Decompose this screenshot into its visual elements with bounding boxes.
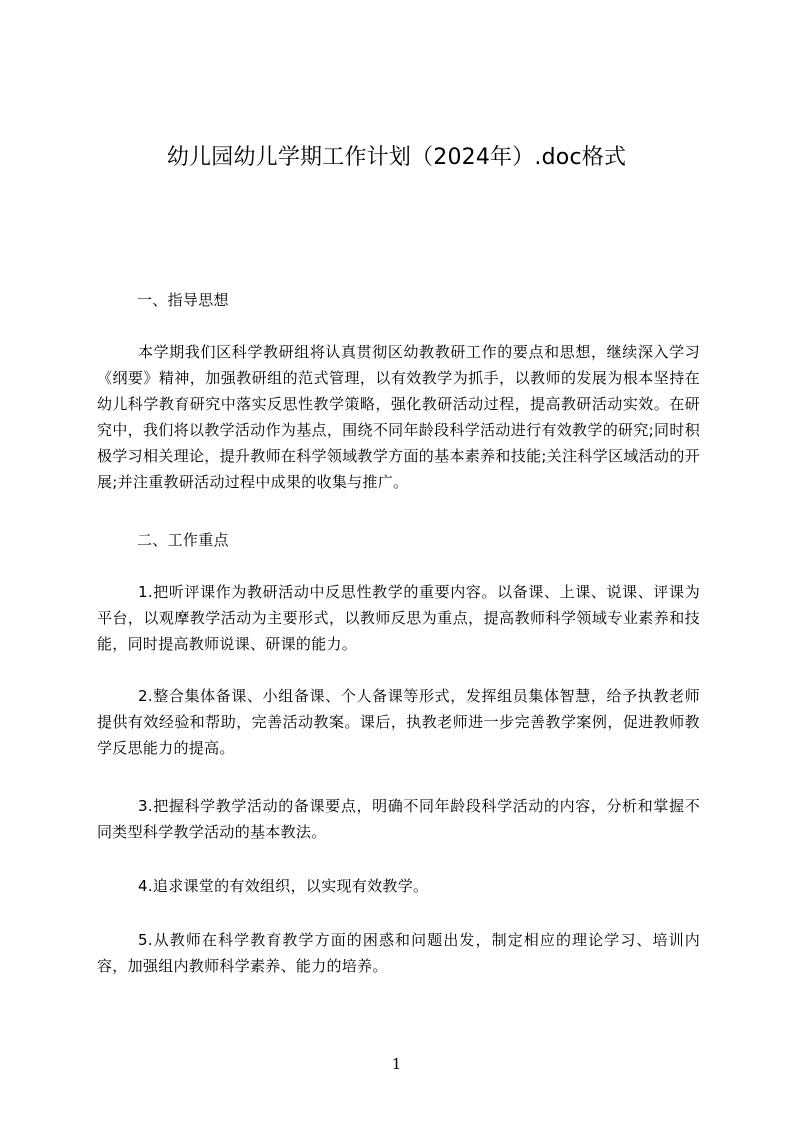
work-focus-item-2: [97, 683, 700, 761]
paragraph: 3.把握科学教学活动的备课要点，明确不同年龄段科学活动的内容，分析和掌握不同类型科学教学活动的基本教法。: [97, 797, 700, 841]
work-focus-item-3: [97, 793, 700, 845]
section-heading-guiding-ideology: 一、指导思想: [137, 291, 229, 309]
section-heading-work-focus: 二、工作重点: [137, 531, 229, 549]
document-title: 幼儿园幼儿学期工作计划（2024年）.doc格式: [166, 145, 627, 170]
section-body-guiding-ideology: [97, 339, 700, 495]
paragraph: 4.追求课堂的有效组织，以实现有效教学。: [138, 877, 429, 895]
paragraph: 本学期我们区科学教研组将认真贯彻区幼教教研工作的要点和思想，继续深入学习《纲要》精神，加强教研组的范式管理，以有效教学为抓手，以教师的发展为根本坚持在幼儿科学教育研究中落实反思性教学策略，强化教研活动过程，提高教研活动实效。在研究中，我们将以教学活动作为基点，围绕不同年龄段科学活动进行有效教学的研究;同时积极学习相关理论，提升教师在科学领域教学方面的基本素养和技能;关注科学区域活动的开展;并注重教研活动过程中成果的收集与推广。: [97, 343, 700, 491]
work-focus-item-4: [97, 873, 700, 899]
paragraph: 2.整合集体备课、小组备课、个人备课等形式，发挥组员集体智慧，给予执教老师提供有效经验和帮助，完善活动教案。课后，执教老师进一步完善教学案例，促进教师教学反思能力的提高。: [97, 687, 700, 757]
page-number: 1: [391, 1055, 402, 1073]
paragraph: 5.从教师在科学教育教学方面的困惑和问题出发，制定相应的理论学习、培训内容，加强组内教师科学素养、能力的培养。: [97, 931, 700, 975]
work-focus-item-5: [97, 927, 700, 979]
work-focus-item-1: [97, 579, 700, 657]
paragraph: 1.把听评课作为教研活动中反思性教学的重要内容。以备课、上课、说课、评课为平台，以观摩教学活动为主要形式，以教师反思为重点，提高教师科学领域专业素养和技能，同时提高教师说课、研课的能力。: [97, 583, 700, 653]
